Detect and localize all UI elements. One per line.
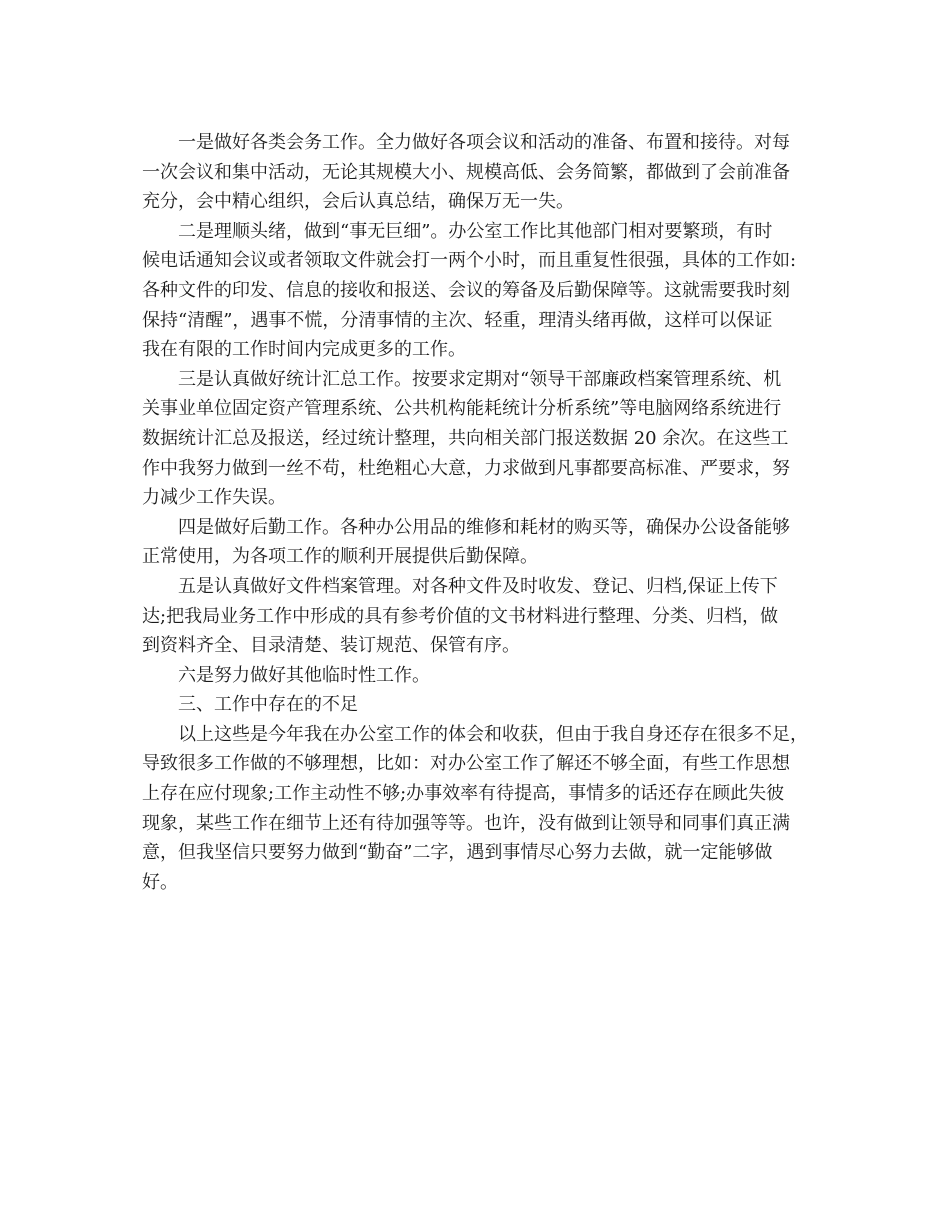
paragraph-1-line-1: 一是做好各类会务工作。全力做好各项会议和活动的准备、布置和接待。对每 [178,132,790,153]
paragraph-5-line-1: 五是认真做好文件档案管理。对各种文件及时收发、登记、归档,保证上传下 [178,575,778,597]
paragraph-4-line-1: 四是做好后勤工作。各种办公用品的维修和耗材的购买等，确保办公设备能够 [178,516,790,538]
paragraph-5-line-2: 达;把我局业务工作中形成的具有参考价值的文书材料进行整理、分类、归档，做 [142,605,779,627]
paragraph-3-line-2: 关事业单位固定资产管理系统、公共机构能耗统计分析系统”等电脑网络系统进行 [142,398,782,420]
paragraph-1-line-3: 充分，会中精心组织，会后认真总结，确保万无一失。 [142,191,574,213]
paragraph-3-line-1: 三是认真做好统计汇总工作。按要求定期对“领导干部廉政档案管理系统、机 [178,368,782,390]
paragraph-7-line-6: 好。 [142,871,178,893]
paragraph-2-line-3: 各种文件的印发、信息的接收和报送、会议的筹备及后勤保障等。这就需要我时刻 [142,279,790,301]
paragraph-1-line-2: 一次会议和集中活动，无论其规模大小、规模高低、会务简繁，都做到了会前准备 [142,161,790,183]
paragraph-2-line-4: 保持“清醒”，遇事不慌，分清事情的主次、轻重，理清头绪再做，这样可以保证 [142,309,773,331]
paragraph-2-line-5: 我在有限的工作时间内完成更多的工作。 [142,339,466,361]
document-body [142,128,812,897]
paragraph-7-line-2: 导致很多工作做的不够理想，比如：对办公室工作了解还不够全面，有些工作思想 [142,753,790,775]
paragraph-7-line-5: 意，但我坚信只要努力做到“勤奋”二字，遇到事情尽心努力去做，就一定能够做 [142,842,773,864]
paragraph-3-line-3: 数据统计汇总及报送，经过统计整理，共向相关部门报送数据 20 余次。在这些工 [142,427,789,449]
paragraph-7-line-4: 现象，某些工作在细节上还有待加强等等。也许，没有做到让领导和同事们真正满 [142,812,790,834]
paragraph-2-line-1: 二是理顺头绪，做到“事无巨细”。办公室工作比其他部门相对要繁琐，有时 [178,220,773,242]
paragraph-7-line-1: 以上这些是今年我在办公室工作的体会和收获，但由于我自身还存在很多不足， [178,723,808,745]
paragraph-6-line-1: 六是努力做好其他临时性工作。 [178,664,430,686]
paragraph-4-line-2: 正常使用，为各项工作的顺利开展提供后勤保障。 [142,546,538,568]
paragraph-3-line-5: 力减少工作失误。 [142,487,286,509]
section-heading: 三、工作中存在的不足 [178,694,358,716]
paragraph-7-line-3: 上存在应付现象;工作主动性不够;办事效率有待提高，事情多的话还存在顾此失彼 [142,783,785,805]
paragraph-3-line-4: 作中我努力做到一丝不苟，杜绝粗心大意，力求做到凡事都要高标准、严要求，努 [142,457,790,479]
paragraph-5-line-3: 到资料齐全、目录清楚、装订规范、保管有序。 [142,635,520,657]
paragraph-2-line-2: 候电话通知会议或者领取文件就会打一两个小时，而且重复性很强，具体的工作如: [142,250,797,272]
